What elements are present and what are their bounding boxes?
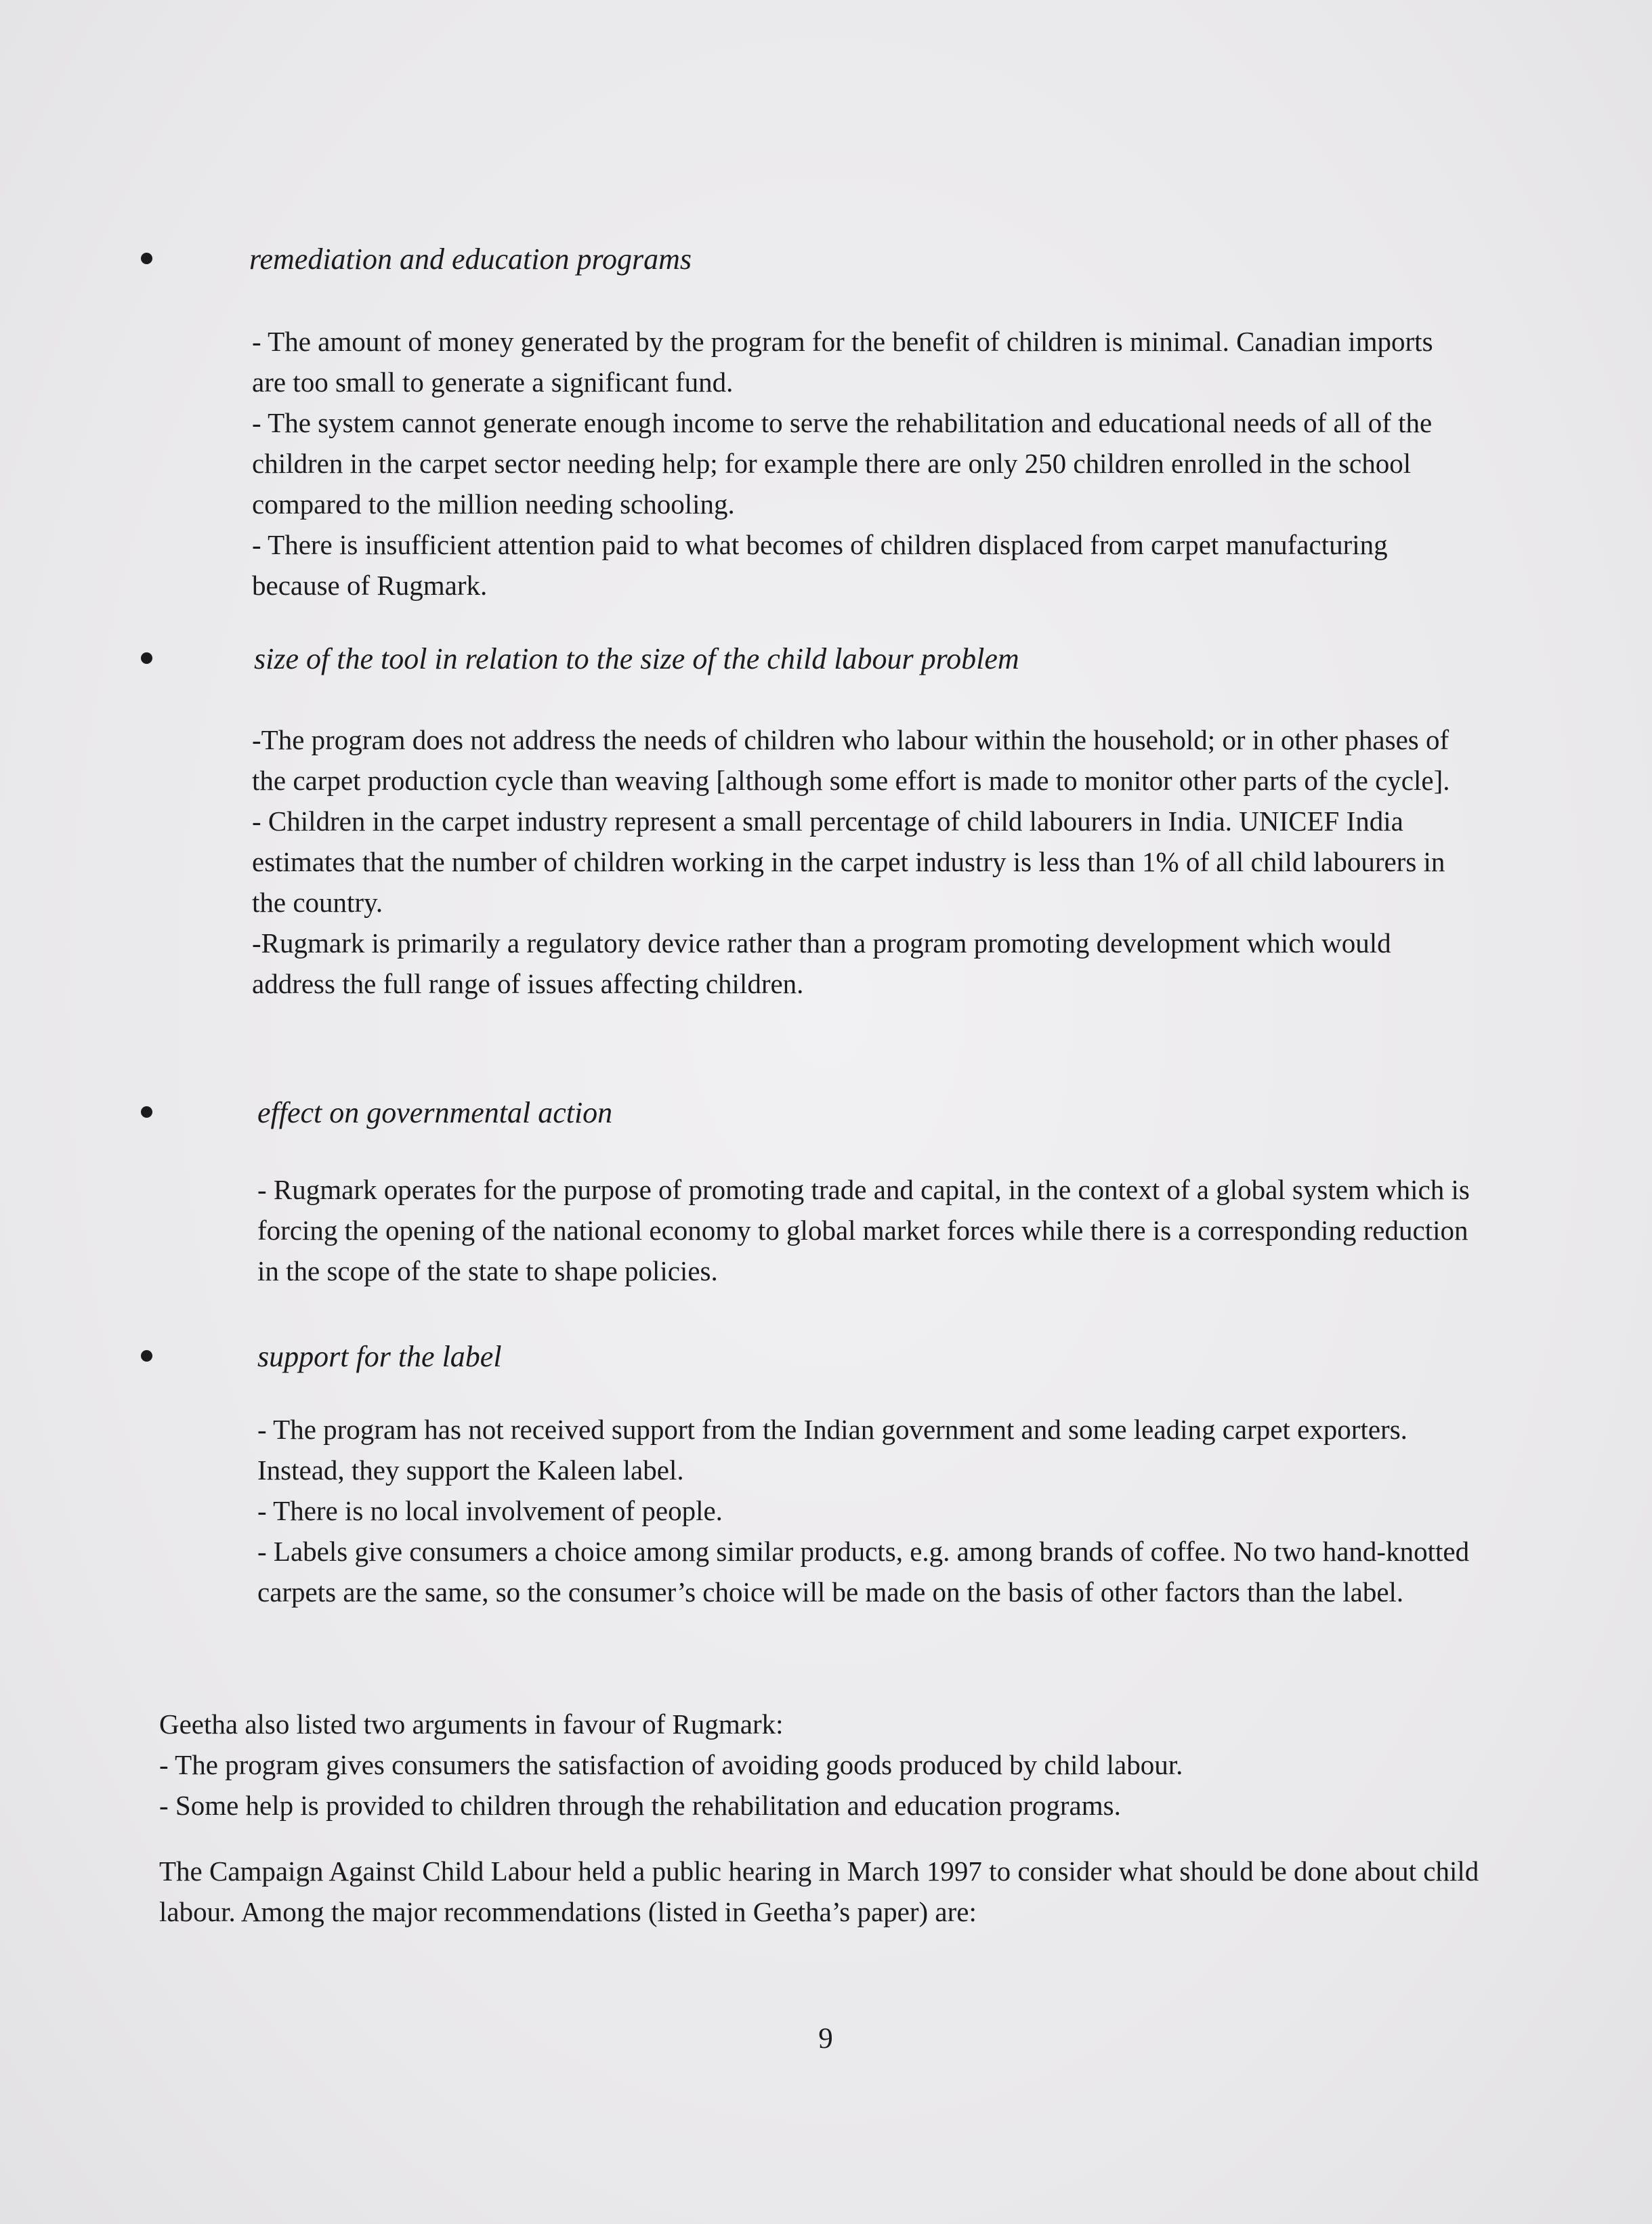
section-point: - There is insufficient attention paid to what becomes of children displaced from carpet manufacturing because of Rugmark. (252, 529, 1388, 601)
bullet-icon (141, 652, 152, 664)
section-body (257, 1409, 1477, 1612)
bullet-icon (141, 253, 152, 264)
section-body (252, 719, 1471, 1004)
section-body (257, 1169, 1477, 1291)
section-point: -Rugmark is primarily a regulatory device rather than a program promoting development which would address the full range of issues affecting children. (252, 927, 1391, 999)
section-point: - Children in the carpet industry represent a small percentage of child labourers in India. UNICEF India estimates that the number of children working in the carpet industry is less than 1% of all child labourers in the country. (252, 805, 1445, 918)
section-point: -The program does not address the needs of children who labour within the household; or in other phases of the carpet production cycle than weaving [although some effort is made to monitor other parts of the cycle]. (252, 724, 1450, 796)
section-heading: size of the tool in relation to the size of the child labour problem (254, 642, 1019, 675)
argument-item: - Some help is provided to children through the rehabilitation and education programs. (159, 1790, 1121, 1821)
arguments-intro: Geetha also listed two arguments in favour of Rugmark: (159, 1708, 784, 1740)
section-header (0, 1094, 1558, 1135)
bullet-icon (141, 1106, 152, 1118)
arguments-block (159, 1704, 1480, 1826)
section-heading: effect on governmental action (257, 1096, 613, 1129)
closing-paragraph-text: The Campaign Against Child Labour held a public hearing in March 1997 to consider what should be done about child labour. Among the major recommendations (listed in Geetha’s paper) are: (159, 1855, 1479, 1927)
closing-paragraph (159, 1851, 1507, 1932)
section-heading: support for the label (257, 1340, 502, 1373)
section-heading: remediation and education programs (249, 243, 692, 276)
section-point: - Labels give consumers a choice among similar products, e.g. among brands of coffee. No two hand-knotted carpets are the same, so the consumer’s choice will be made on the basis of other factors than the label. (257, 1536, 1470, 1608)
section-point: - Rugmark operates for the purpose of promoting trade and capital, in the context of a global system which is forcing the opening of the national economy to global market forces while there is a corresponding reduction in the scope of the state to shape policies. (257, 1174, 1470, 1286)
section-header (0, 1338, 1558, 1379)
section-point: - The system cannot generate enough income to serve the rehabilitation and educational needs of all of the children in the carpet sector needing help; for example there are only 250 children enrolled in the school compared to the million needing schooling. (252, 407, 1433, 520)
page-number: 9 (818, 2023, 833, 2055)
section-header (0, 640, 1558, 681)
section-point: - The program has not received support from the Indian government and some leading carpet exporters. Instead, they support the Kaleen label. (257, 1414, 1407, 1486)
section-point: - There is no local involvement of people. (257, 1495, 723, 1526)
bullet-icon (141, 1350, 152, 1362)
section-body (252, 321, 1471, 606)
section-header (0, 240, 1558, 281)
argument-item: - The program gives consumers the satisfaction of avoiding goods produced by child labour. (159, 1749, 1183, 1780)
section-point: - The amount of money generated by the program for the benefit of children is minimal. Canadian imports are too small to generate a significant fund. (252, 326, 1433, 398)
